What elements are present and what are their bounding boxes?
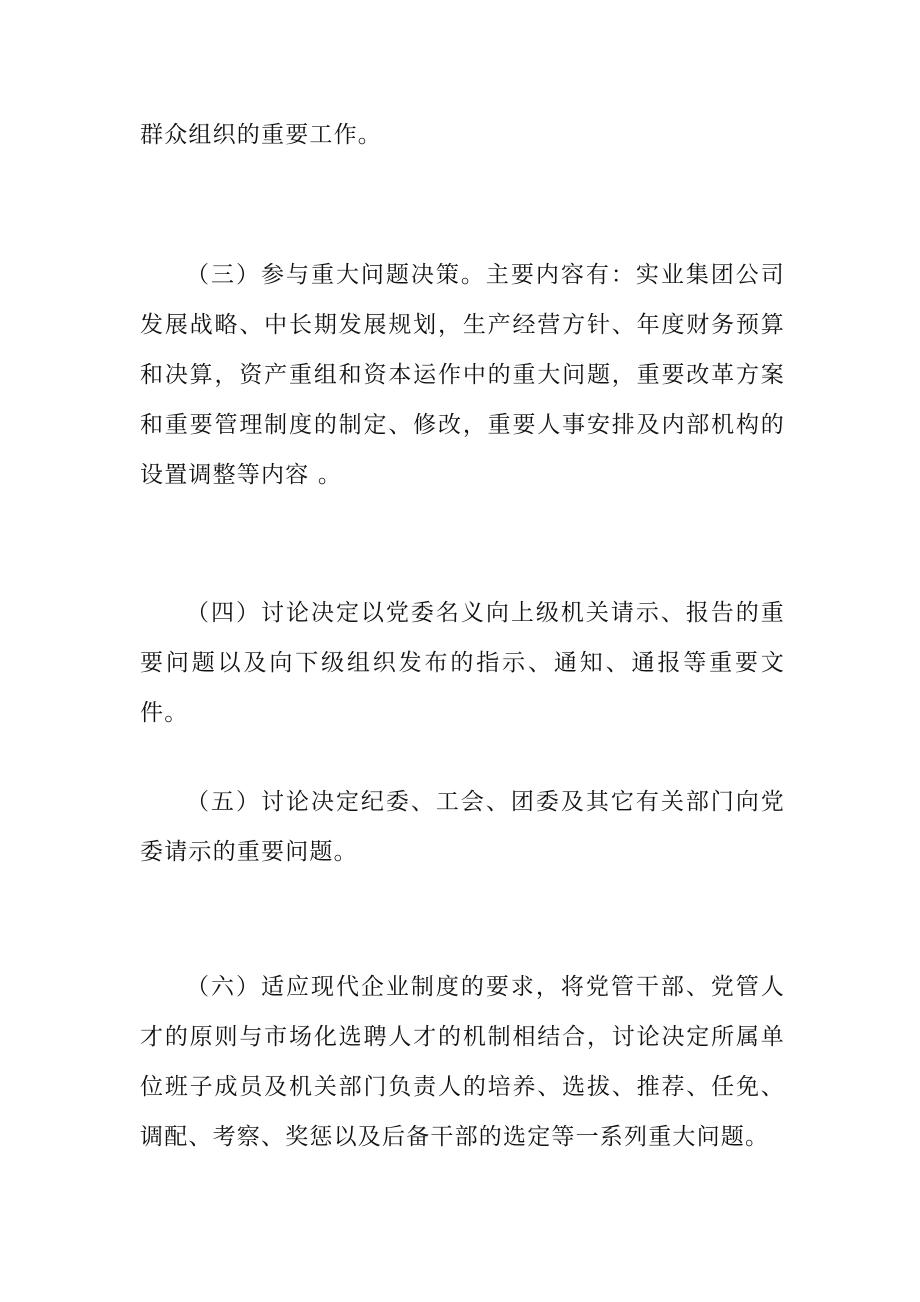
paragraph-item-3: （三）参与重大问题决策。主要内容有：实业集团公司发展战略、中长期发展规划，生产经营方针、年度财务预算和决算，资产重组和资本运作中的重大问题，重要改革方案和重要管理制度的制定、修改，重要人事安排及内部机构的设置调整等内容 。 [140,262,785,488]
paragraph-item-4: （四）讨论决定以党委名义向上级机关请示、报告的重要问题以及向下级组织发布的指示、通知、通报等重要文件。 [140,600,785,726]
paragraph-item-6: （六）适应现代企业制度的要求，将党管干部、党管人才的原则与市场化选聘人才的机制相结合，讨论决定所属单位班子成员及机关部门负责人的培养、选拔、推荐、任免、调配、考察、奖惩以及后备干部的选定等一系列重大问题。 [140,974,785,1150]
paragraph-item-5: （五）讨论决定纪委、工会、团委及其它有关部门向党委请示的重要问题。 [140,789,785,865]
paragraph-continuation: 群众组织的重要工作。 [140,122,382,148]
